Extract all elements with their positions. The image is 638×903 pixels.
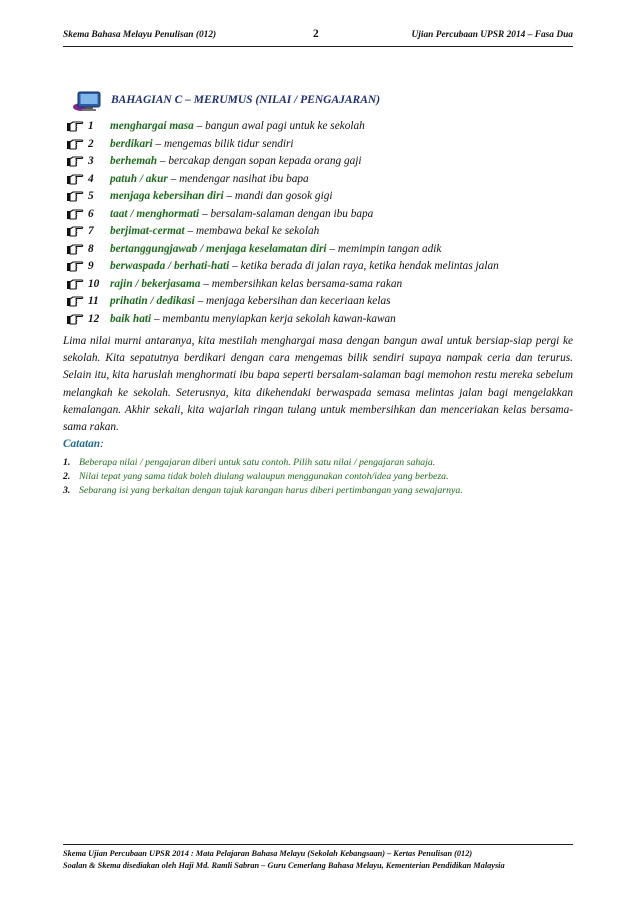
page-header bbox=[63, 27, 573, 43]
list-item bbox=[66, 311, 576, 329]
pointing-hand-icon bbox=[66, 207, 84, 221]
item-number: 11 bbox=[88, 295, 99, 307]
list-item bbox=[66, 241, 576, 259]
pointing-hand-icon bbox=[66, 242, 84, 256]
item-value: bertanggungjawab / menjaga keselamatan diri bbox=[110, 242, 327, 255]
list-item bbox=[66, 153, 576, 171]
item-text bbox=[110, 241, 441, 259]
header-rule bbox=[63, 46, 573, 47]
item-number: 1 bbox=[88, 120, 94, 132]
section-heading bbox=[72, 90, 552, 114]
item-number: 5 bbox=[88, 190, 94, 202]
item-number: 12 bbox=[88, 312, 100, 325]
item-example: – menjaga kebersihan dan keceriaan kelas bbox=[194, 295, 391, 307]
notes-heading-text: Catatan bbox=[63, 438, 101, 450]
list-item bbox=[66, 188, 576, 206]
item-number: 4 bbox=[88, 172, 94, 185]
list-item bbox=[66, 258, 576, 276]
note-number: 1. bbox=[63, 457, 71, 468]
pointing-hand-icon bbox=[66, 137, 84, 151]
item-text bbox=[110, 171, 309, 189]
item-text bbox=[110, 118, 365, 136]
note-text: Nilai tepat yang sama tidak boleh diulang walaupun menggunakan contoh/idea yang berbeza. bbox=[79, 471, 449, 482]
pointing-hand-icon bbox=[66, 259, 84, 273]
item-number: 2 bbox=[88, 137, 94, 150]
summary-paragraph: Lima nilai murni antaranya, kita mestilah menghargai masa dengan bangun awal untuk bersiap-siap pergi ke sekolah. Kita sepatutnya berdikari dengan cara mengemas bilik sendiri supaya nampak ceria dan terurus. Selain itu, kita haruslah menghormati ibu bapa seperti bersalam-salaman bagi memohon restu mereka sebelum melangkah ke sekolah. Seterusnya, kita dikehendaki berwaspada semasa melintas jalan bagi mengelakkan kemalangan. Akhir sekali, kita wajarlah ringan tulang untuk membersihkan dan menceriakan kelas bersama-sama rakan. bbox=[63, 335, 573, 434]
item-text bbox=[110, 276, 402, 294]
note-text: Beberapa nilai / pengajaran diberi untuk satu contoh. Pilih satu nilai / pengajaran sahaja. bbox=[79, 457, 436, 468]
item-example: – membersihkan kelas bersama-sama rakan bbox=[200, 277, 403, 290]
note-item bbox=[63, 470, 573, 484]
item-text bbox=[110, 293, 391, 311]
section-title: BAHAGIAN C – MERUMUS (NILAI / PENGAJARAN) bbox=[111, 94, 381, 106]
item-value: menghargai masa bbox=[110, 120, 194, 132]
pointing-hand-icon bbox=[66, 189, 84, 203]
pointing-hand-icon bbox=[66, 154, 84, 168]
pointing-hand-icon bbox=[66, 172, 84, 186]
item-value: menjaga kebersihan diri bbox=[110, 190, 224, 202]
pointing-hand-icon bbox=[66, 119, 84, 133]
item-text bbox=[110, 311, 396, 329]
computer-monitor-icon bbox=[72, 90, 104, 112]
item-value: berjimat-cermat bbox=[110, 225, 185, 237]
item-number: 7 bbox=[88, 225, 94, 237]
pointing-hand-icon bbox=[66, 224, 84, 238]
item-text bbox=[110, 258, 499, 276]
item-value: berwaspada / berhati-hati bbox=[110, 260, 230, 272]
notes-heading-colon: : bbox=[100, 438, 104, 450]
item-value: berdikari bbox=[110, 137, 153, 150]
note-number: 3. bbox=[63, 485, 71, 496]
item-example: – mengemas bilik tidur sendiri bbox=[152, 137, 294, 150]
item-example: – mandi dan gosok gigi bbox=[223, 190, 333, 202]
item-value: rajin / bekerjasama bbox=[110, 277, 201, 290]
footer-rule bbox=[63, 844, 573, 845]
page-footer bbox=[63, 848, 583, 872]
footer-line-1: Skema Ujian Percubaan UPSR 2014 : Mata Pelajaran Bahasa Melayu (Sekolah Kebangsaan) – Kertas Penulisan (012) bbox=[63, 849, 473, 858]
list-item bbox=[66, 293, 576, 311]
note-text: Sebarang isi yang berkaitan dengan tajuk karangan harus diberi pertimbangan yang sewajarnya. bbox=[79, 485, 463, 496]
item-number: 6 bbox=[88, 207, 94, 220]
item-example: – bersalam-salaman dengan ibu bapa bbox=[199, 207, 374, 220]
item-example: – ketika berada di jalan raya, ketika hendak melintas jalan bbox=[229, 260, 499, 272]
item-value: baik hati bbox=[110, 312, 152, 325]
item-text bbox=[110, 188, 333, 206]
values-list bbox=[66, 118, 576, 328]
pointing-hand-icon bbox=[66, 277, 84, 291]
item-number: 3 bbox=[88, 155, 94, 167]
item-number: 8 bbox=[88, 242, 94, 255]
notes-heading bbox=[63, 438, 104, 450]
item-text bbox=[110, 206, 373, 224]
list-item bbox=[66, 118, 576, 136]
note-item bbox=[63, 456, 573, 470]
header-right-text: Ujian Percubaan UPSR 2014 – Fasa Dua bbox=[411, 30, 573, 40]
item-example: – bercakap dengan sopan kepada orang gaji bbox=[157, 155, 362, 167]
item-example: – mendengar nasihat ibu bapa bbox=[167, 172, 309, 185]
item-number: 10 bbox=[88, 277, 100, 290]
list-item bbox=[66, 223, 576, 241]
item-text bbox=[110, 153, 362, 171]
note-item bbox=[63, 484, 573, 498]
page-number: 2 bbox=[313, 28, 319, 40]
pointing-hand-icon bbox=[66, 312, 84, 326]
item-value: patuh / akur bbox=[110, 172, 168, 185]
header-left-text: Skema Bahasa Melayu Penulisan (012) bbox=[63, 30, 217, 40]
item-text bbox=[110, 136, 294, 154]
pointing-hand-icon bbox=[66, 294, 84, 308]
item-value: taat / menghormati bbox=[110, 207, 200, 220]
notes-list bbox=[63, 456, 573, 498]
item-example: – membawa bekal ke sekolah bbox=[184, 225, 320, 237]
list-item bbox=[66, 136, 576, 154]
item-example: – bangun awal pagi untuk ke sekolah bbox=[193, 120, 365, 132]
list-item bbox=[66, 276, 576, 294]
note-number: 2. bbox=[63, 471, 71, 482]
item-number: 9 bbox=[88, 260, 94, 272]
item-example: – memimpin tangan adik bbox=[326, 242, 442, 255]
item-text bbox=[110, 223, 319, 241]
list-item bbox=[66, 171, 576, 189]
list-item bbox=[66, 206, 576, 224]
item-example: – membantu menyiapkan kerja sekolah kawan-kawan bbox=[151, 312, 396, 325]
item-value: berhemah bbox=[110, 155, 158, 167]
item-value: prihatin / dedikasi bbox=[110, 295, 195, 307]
footer-line-2: Soalan & Skema disediakan oleh Haji Md. Ramli Sabran – Guru Cemerlang Bahasa Melayu, Kementerian Pendidikan Malaysia bbox=[63, 861, 505, 870]
